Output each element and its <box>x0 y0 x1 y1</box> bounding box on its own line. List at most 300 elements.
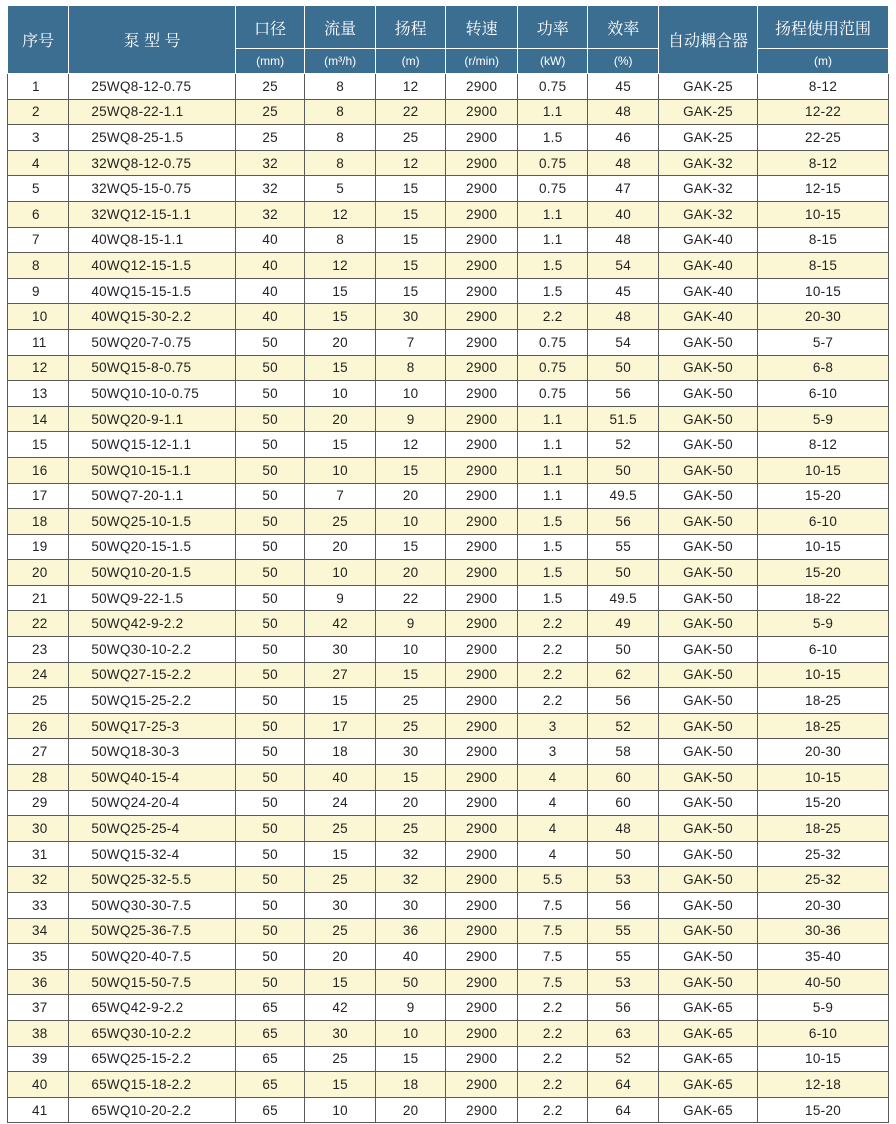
cell-efficiency: 51.5 <box>588 406 659 432</box>
cell-efficiency: 54 <box>588 253 659 279</box>
cell-model: 40WQ12-15-1.5 <box>69 253 236 279</box>
cell-flow: 20 <box>305 406 376 432</box>
cell-coupler: GAK-40 <box>658 278 757 304</box>
table-row <box>8 227 889 253</box>
cell-head-range: 6-10 <box>758 381 889 407</box>
cell-head: 32 <box>375 867 446 893</box>
cell-coupler: GAK-50 <box>658 841 757 867</box>
cell-efficiency: 49.5 <box>588 483 659 509</box>
cell-index: 11 <box>8 329 69 355</box>
cell-flow: 42 <box>305 995 376 1021</box>
cell-coupler: GAK-40 <box>658 253 757 279</box>
cell-diameter: 50 <box>235 713 304 739</box>
header-index: 序号 <box>8 6 69 74</box>
cell-head-range: 10-15 <box>758 765 889 791</box>
cell-coupler: GAK-32 <box>658 150 757 176</box>
table-row <box>8 278 889 304</box>
cell-head-range: 15-20 <box>758 483 889 509</box>
cell-power: 2.2 <box>517 1097 588 1123</box>
cell-efficiency: 49 <box>588 611 659 637</box>
cell-coupler: GAK-25 <box>658 74 757 100</box>
cell-head: 18 <box>375 1072 446 1098</box>
cell-index: 40 <box>8 1072 69 1098</box>
cell-diameter: 65 <box>235 1046 304 1072</box>
cell-head: 15 <box>375 1046 446 1072</box>
cell-diameter: 50 <box>235 867 304 893</box>
cell-head: 22 <box>375 99 446 125</box>
cell-index: 25 <box>8 688 69 714</box>
cell-speed: 2900 <box>446 611 518 637</box>
table-row <box>8 176 889 202</box>
cell-model: 50WQ25-32-5.5 <box>69 867 236 893</box>
cell-power: 2.2 <box>517 1072 588 1098</box>
cell-head-range: 40-50 <box>758 969 889 995</box>
cell-diameter: 50 <box>235 739 304 765</box>
cell-power: 2.2 <box>517 662 588 688</box>
cell-head-range: 8-12 <box>758 150 889 176</box>
cell-index: 23 <box>8 637 69 663</box>
cell-index: 2 <box>8 99 69 125</box>
cell-coupler: GAK-65 <box>658 1072 757 1098</box>
cell-head: 25 <box>375 688 446 714</box>
cell-coupler: GAK-65 <box>658 1020 757 1046</box>
cell-head: 15 <box>375 253 446 279</box>
cell-flow: 17 <box>305 713 376 739</box>
cell-efficiency: 56 <box>588 381 659 407</box>
cell-model: 50WQ20-9-1.1 <box>69 406 236 432</box>
table-row <box>8 790 889 816</box>
cell-head-range: 6-10 <box>758 509 889 535</box>
cell-model: 65WQ42-9-2.2 <box>69 995 236 1021</box>
cell-diameter: 50 <box>235 944 304 970</box>
cell-efficiency: 45 <box>588 74 659 100</box>
cell-flow: 25 <box>305 816 376 842</box>
cell-speed: 2900 <box>446 1020 518 1046</box>
header-efficiency: 效率 <box>588 6 659 49</box>
cell-diameter: 32 <box>235 150 304 176</box>
cell-efficiency: 50 <box>588 637 659 663</box>
cell-diameter: 25 <box>235 74 304 100</box>
cell-power: 1.5 <box>517 278 588 304</box>
cell-index: 28 <box>8 765 69 791</box>
cell-model: 50WQ10-20-1.5 <box>69 560 236 586</box>
table-row <box>8 150 889 176</box>
cell-model: 25WQ8-25-1.5 <box>69 125 236 151</box>
cell-head: 7 <box>375 329 446 355</box>
cell-flow: 15 <box>305 969 376 995</box>
cell-flow: 12 <box>305 201 376 227</box>
cell-coupler: GAK-50 <box>658 585 757 611</box>
cell-flow: 12 <box>305 253 376 279</box>
cell-model: 50WQ20-40-7.5 <box>69 944 236 970</box>
table-header <box>8 6 889 74</box>
cell-diameter: 50 <box>235 406 304 432</box>
cell-flow: 24 <box>305 790 376 816</box>
cell-speed: 2900 <box>446 483 518 509</box>
cell-speed: 2900 <box>446 176 518 202</box>
table-row <box>8 944 889 970</box>
table-row <box>8 637 889 663</box>
cell-speed: 2900 <box>446 304 518 330</box>
cell-diameter: 65 <box>235 1097 304 1123</box>
cell-head: 12 <box>375 150 446 176</box>
cell-efficiency: 46 <box>588 125 659 151</box>
cell-index: 13 <box>8 381 69 407</box>
cell-index: 4 <box>8 150 69 176</box>
cell-diameter: 50 <box>235 355 304 381</box>
cell-model: 50WQ7-20-1.1 <box>69 483 236 509</box>
cell-index: 24 <box>8 662 69 688</box>
cell-diameter: 25 <box>235 99 304 125</box>
cell-speed: 2900 <box>446 125 518 151</box>
table-row <box>8 560 889 586</box>
cell-head-range: 10-15 <box>758 534 889 560</box>
cell-coupler: GAK-50 <box>658 662 757 688</box>
table-row <box>8 406 889 432</box>
cell-efficiency: 62 <box>588 662 659 688</box>
cell-efficiency: 50 <box>588 560 659 586</box>
pump-spec-table-container <box>7 5 889 1123</box>
cell-coupler: GAK-50 <box>658 483 757 509</box>
table-row <box>8 995 889 1021</box>
cell-head-range: 22-25 <box>758 125 889 151</box>
cell-diameter: 50 <box>235 790 304 816</box>
cell-flow: 5 <box>305 176 376 202</box>
cell-power: 3 <box>517 739 588 765</box>
cell-speed: 2900 <box>446 918 518 944</box>
cell-speed: 2900 <box>446 816 518 842</box>
cell-efficiency: 56 <box>588 509 659 535</box>
table-row <box>8 1020 889 1046</box>
cell-flow: 25 <box>305 867 376 893</box>
cell-speed: 2900 <box>446 765 518 791</box>
table-row <box>8 432 889 458</box>
cell-head-range: 15-20 <box>758 1097 889 1123</box>
cell-index: 21 <box>8 585 69 611</box>
cell-diameter: 50 <box>235 816 304 842</box>
cell-model: 65WQ15-18-2.2 <box>69 1072 236 1098</box>
header-power: 功率 <box>517 6 588 49</box>
cell-index: 8 <box>8 253 69 279</box>
cell-flow: 30 <box>305 637 376 663</box>
cell-efficiency: 50 <box>588 841 659 867</box>
cell-head-range: 10-15 <box>758 278 889 304</box>
cell-flow: 15 <box>305 355 376 381</box>
unit-head-range: (m) <box>758 49 889 74</box>
cell-head: 50 <box>375 969 446 995</box>
cell-efficiency: 53 <box>588 867 659 893</box>
cell-coupler: GAK-50 <box>658 713 757 739</box>
cell-coupler: GAK-32 <box>658 201 757 227</box>
cell-model: 50WQ15-32-4 <box>69 841 236 867</box>
table-row <box>8 739 889 765</box>
cell-flow: 10 <box>305 1097 376 1123</box>
table-row <box>8 713 889 739</box>
cell-diameter: 50 <box>235 841 304 867</box>
cell-coupler: GAK-50 <box>658 739 757 765</box>
header-coupler: 自动耦合器 <box>658 6 757 74</box>
cell-head-range: 8-15 <box>758 253 889 279</box>
cell-model: 50WQ25-10-1.5 <box>69 509 236 535</box>
cell-head: 9 <box>375 406 446 432</box>
cell-head: 15 <box>375 457 446 483</box>
cell-model: 32WQ8-12-0.75 <box>69 150 236 176</box>
cell-power: 1.1 <box>517 483 588 509</box>
cell-coupler: GAK-50 <box>658 329 757 355</box>
cell-speed: 2900 <box>446 560 518 586</box>
cell-coupler: GAK-50 <box>658 611 757 637</box>
unit-head: (m) <box>375 49 446 74</box>
cell-model: 50WQ25-25-4 <box>69 816 236 842</box>
cell-power: 2.2 <box>517 611 588 637</box>
cell-index: 1 <box>8 74 69 100</box>
cell-flow: 40 <box>305 765 376 791</box>
cell-flow: 15 <box>305 432 376 458</box>
cell-model: 50WQ10-10-0.75 <box>69 381 236 407</box>
cell-head: 20 <box>375 790 446 816</box>
cell-head: 30 <box>375 739 446 765</box>
cell-coupler: GAK-40 <box>658 304 757 330</box>
cell-speed: 2900 <box>446 969 518 995</box>
cell-diameter: 50 <box>235 509 304 535</box>
cell-power: 1.1 <box>517 227 588 253</box>
cell-model: 40WQ15-15-1.5 <box>69 278 236 304</box>
cell-efficiency: 55 <box>588 534 659 560</box>
cell-speed: 2900 <box>446 1072 518 1098</box>
table-row <box>8 585 889 611</box>
cell-efficiency: 47 <box>588 176 659 202</box>
cell-speed: 2900 <box>446 381 518 407</box>
cell-head-range: 35-40 <box>758 944 889 970</box>
cell-efficiency: 49.5 <box>588 585 659 611</box>
header-head-range: 扬程使用范围 <box>758 6 889 49</box>
cell-flow: 25 <box>305 1046 376 1072</box>
cell-head-range: 8-12 <box>758 74 889 100</box>
cell-speed: 2900 <box>446 893 518 919</box>
cell-head: 22 <box>375 585 446 611</box>
cell-coupler: GAK-65 <box>658 1097 757 1123</box>
cell-head: 10 <box>375 1020 446 1046</box>
cell-efficiency: 45 <box>588 278 659 304</box>
cell-model: 32WQ5-15-0.75 <box>69 176 236 202</box>
cell-head-range: 5-9 <box>758 406 889 432</box>
cell-model: 50WQ20-15-1.5 <box>69 534 236 560</box>
table-row <box>8 662 889 688</box>
cell-flow: 8 <box>305 99 376 125</box>
cell-coupler: GAK-50 <box>658 816 757 842</box>
table-row <box>8 918 889 944</box>
cell-coupler: GAK-50 <box>658 560 757 586</box>
cell-diameter: 50 <box>235 893 304 919</box>
cell-efficiency: 50 <box>588 457 659 483</box>
cell-coupler: GAK-65 <box>658 1046 757 1072</box>
cell-model: 50WQ20-7-0.75 <box>69 329 236 355</box>
cell-model: 50WQ15-25-2.2 <box>69 688 236 714</box>
cell-index: 19 <box>8 534 69 560</box>
cell-flow: 15 <box>305 1072 376 1098</box>
table-row <box>8 893 889 919</box>
cell-head: 9 <box>375 611 446 637</box>
cell-index: 27 <box>8 739 69 765</box>
cell-speed: 2900 <box>446 1097 518 1123</box>
table-row <box>8 99 889 125</box>
table-row <box>8 329 889 355</box>
cell-index: 3 <box>8 125 69 151</box>
cell-speed: 2900 <box>446 662 518 688</box>
cell-diameter: 50 <box>235 457 304 483</box>
cell-flow: 20 <box>305 534 376 560</box>
cell-model: 50WQ24-20-4 <box>69 790 236 816</box>
cell-index: 9 <box>8 278 69 304</box>
cell-head: 8 <box>375 355 446 381</box>
cell-diameter: 40 <box>235 278 304 304</box>
cell-head: 10 <box>375 381 446 407</box>
table-row <box>8 765 889 791</box>
cell-coupler: GAK-50 <box>658 432 757 458</box>
cell-index: 34 <box>8 918 69 944</box>
cell-head-range: 6-8 <box>758 355 889 381</box>
cell-head: 15 <box>375 278 446 304</box>
cell-coupler: GAK-50 <box>658 893 757 919</box>
cell-efficiency: 63 <box>588 1020 659 1046</box>
cell-speed: 2900 <box>446 995 518 1021</box>
cell-diameter: 50 <box>235 688 304 714</box>
cell-head-range: 12-22 <box>758 99 889 125</box>
cell-head: 15 <box>375 662 446 688</box>
cell-power: 1.1 <box>517 406 588 432</box>
cell-speed: 2900 <box>446 637 518 663</box>
cell-index: 39 <box>8 1046 69 1072</box>
table-row <box>8 253 889 279</box>
cell-head: 32 <box>375 841 446 867</box>
cell-head-range: 5-9 <box>758 611 889 637</box>
cell-head-range: 20-30 <box>758 893 889 919</box>
cell-speed: 2900 <box>446 944 518 970</box>
cell-power: 3 <box>517 713 588 739</box>
cell-model: 40WQ8-15-1.1 <box>69 227 236 253</box>
cell-coupler: GAK-65 <box>658 995 757 1021</box>
cell-head: 15 <box>375 201 446 227</box>
cell-flow: 15 <box>305 304 376 330</box>
header-speed: 转速 <box>446 6 518 49</box>
cell-flow: 8 <box>305 125 376 151</box>
cell-head-range: 8-15 <box>758 227 889 253</box>
cell-head: 25 <box>375 713 446 739</box>
cell-coupler: GAK-50 <box>658 457 757 483</box>
cell-coupler: GAK-50 <box>658 944 757 970</box>
cell-head: 20 <box>375 560 446 586</box>
cell-head-range: 5-9 <box>758 995 889 1021</box>
cell-index: 18 <box>8 509 69 535</box>
table-row <box>8 355 889 381</box>
cell-model: 65WQ25-15-2.2 <box>69 1046 236 1072</box>
cell-model: 50WQ30-30-7.5 <box>69 893 236 919</box>
cell-head: 10 <box>375 509 446 535</box>
cell-diameter: 65 <box>235 1020 304 1046</box>
cell-head-range: 5-7 <box>758 329 889 355</box>
table-row <box>8 201 889 227</box>
cell-power: 7.5 <box>517 969 588 995</box>
cell-head-range: 10-15 <box>758 201 889 227</box>
cell-head: 15 <box>375 176 446 202</box>
cell-head-range: 12-18 <box>758 1072 889 1098</box>
table-row <box>8 611 889 637</box>
cell-power: 4 <box>517 765 588 791</box>
pump-spec-table <box>7 5 889 1123</box>
cell-model: 32WQ12-15-1.1 <box>69 201 236 227</box>
cell-power: 5.5 <box>517 867 588 893</box>
cell-flow: 15 <box>305 278 376 304</box>
cell-head: 20 <box>375 483 446 509</box>
cell-power: 2.2 <box>517 304 588 330</box>
table-row <box>8 841 889 867</box>
cell-diameter: 50 <box>235 611 304 637</box>
cell-power: 0.75 <box>517 355 588 381</box>
table-row <box>8 816 889 842</box>
cell-flow: 10 <box>305 457 376 483</box>
cell-efficiency: 48 <box>588 816 659 842</box>
cell-head: 15 <box>375 534 446 560</box>
cell-power: 1.5 <box>517 534 588 560</box>
cell-model: 50WQ27-15-2.2 <box>69 662 236 688</box>
cell-diameter: 32 <box>235 201 304 227</box>
cell-flow: 25 <box>305 918 376 944</box>
header-head: 扬程 <box>375 6 446 49</box>
cell-diameter: 50 <box>235 560 304 586</box>
cell-coupler: GAK-50 <box>658 867 757 893</box>
cell-head-range: 18-22 <box>758 585 889 611</box>
cell-coupler: GAK-50 <box>658 381 757 407</box>
cell-power: 0.75 <box>517 381 588 407</box>
cell-power: 0.75 <box>517 329 588 355</box>
cell-index: 5 <box>8 176 69 202</box>
cell-flow: 8 <box>305 150 376 176</box>
table-row <box>8 381 889 407</box>
cell-head-range: 25-32 <box>758 841 889 867</box>
cell-model: 50WQ17-25-3 <box>69 713 236 739</box>
cell-head-range: 10-15 <box>758 457 889 483</box>
header-model: 泵 型 号 <box>69 6 236 74</box>
cell-diameter: 25 <box>235 125 304 151</box>
cell-flow: 9 <box>305 585 376 611</box>
cell-coupler: GAK-50 <box>658 790 757 816</box>
cell-coupler: GAK-25 <box>658 125 757 151</box>
cell-diameter: 50 <box>235 662 304 688</box>
cell-head-range: 30-36 <box>758 918 889 944</box>
cell-head-range: 20-30 <box>758 739 889 765</box>
cell-efficiency: 64 <box>588 1072 659 1098</box>
cell-model: 65WQ10-20-2.2 <box>69 1097 236 1123</box>
cell-index: 14 <box>8 406 69 432</box>
table-row <box>8 304 889 330</box>
cell-head-range: 15-20 <box>758 560 889 586</box>
cell-head: 15 <box>375 765 446 791</box>
cell-speed: 2900 <box>446 278 518 304</box>
cell-diameter: 50 <box>235 329 304 355</box>
cell-index: 26 <box>8 713 69 739</box>
cell-model: 50WQ30-10-2.2 <box>69 637 236 663</box>
table-row <box>8 1072 889 1098</box>
cell-power: 1.1 <box>517 201 588 227</box>
cell-flow: 25 <box>305 509 376 535</box>
cell-speed: 2900 <box>446 201 518 227</box>
cell-power: 4 <box>517 841 588 867</box>
cell-index: 22 <box>8 611 69 637</box>
cell-power: 1.5 <box>517 585 588 611</box>
cell-power: 7.5 <box>517 918 588 944</box>
cell-head: 9 <box>375 995 446 1021</box>
table-row <box>8 125 889 151</box>
